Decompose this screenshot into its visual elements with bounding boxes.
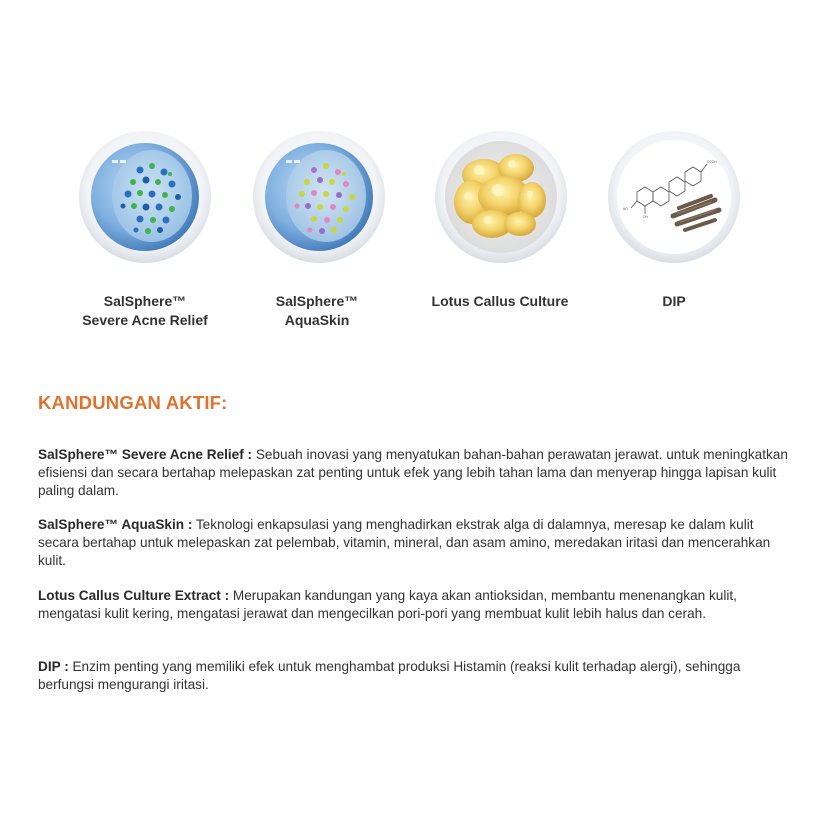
description-term: SalSphere™ Severe Acne Relief : (38, 447, 253, 462)
label-line-2: AquaSkin (284, 312, 350, 328)
svg-text:COOH: COOH (707, 160, 717, 164)
label-line-1: SalSphere™ (103, 293, 187, 309)
ingredient-label-dip (584, 292, 764, 311)
svg-text:HO: HO (623, 207, 628, 211)
salsphere-sphere-icon (78, 130, 212, 264)
dip-molecule-icon (607, 130, 741, 264)
lotus-callus-icon (434, 130, 568, 264)
ingredient-icons-row (0, 130, 820, 270)
ingredient-label-salsphere-aquaskin (227, 292, 407, 330)
description-text: Teknologi enkapsulasi yang menghadirkan ekstrak alga di dalamnya, meresap ke dalam kulit secara bertahap untuk melepaskan zat pelembab, vitamin, mineral, dan asam amino, meredakan iritasi dan mencerahkan kulit. (38, 517, 771, 568)
label-line-1: SalSphere™ (275, 293, 359, 309)
ingredient-label-lotus-callus (410, 292, 590, 311)
description-text: Merupakan kandungan yang kaya akan antioksidan, membantu menenangkan kulit, mengatasi kulit kering, mengatasi jerawat dan mengecilkan pori-pori yang membuat kulit lebih halus dan cerah. (38, 588, 737, 621)
aquaskin-sphere-icon (252, 130, 386, 264)
description-salsphere-severe (38, 446, 788, 500)
description-term: Lotus Callus Culture Extract : (38, 588, 230, 603)
description-text: Enzim penting yang memiliki efek untuk menghambat produksi Histamin (reaksi kulit terhadap alergi), sehingga berfungsi mengurangi iritasi. (38, 659, 741, 692)
description-salsphere-aquaskin (38, 516, 788, 570)
description-term: DIP : (38, 659, 69, 674)
description-dip (38, 658, 788, 694)
label-line-2: Severe Acne Relief (82, 312, 208, 328)
svg-text:OH: OH (643, 215, 648, 219)
ingredient-label-salsphere-severe (55, 292, 235, 330)
label-line-1: DIP (662, 293, 686, 309)
section-title: KANDUNGAN AKTIF: (38, 392, 228, 413)
label-line-1: Lotus Callus Culture (431, 293, 569, 309)
description-lotus-callus (38, 587, 788, 623)
description-term: SalSphere™ AquaSkin : (38, 517, 193, 532)
description-text: Sebuah inovasi yang menyatukan bahan-bahan perawatan jerawat. untuk meningkatkan efisiensi dan secara bertahap melepaskan zat penting untuk efek yang lebih tahan lama dan menyerap hingga lapisan kulit paling dalam. (38, 447, 788, 498)
